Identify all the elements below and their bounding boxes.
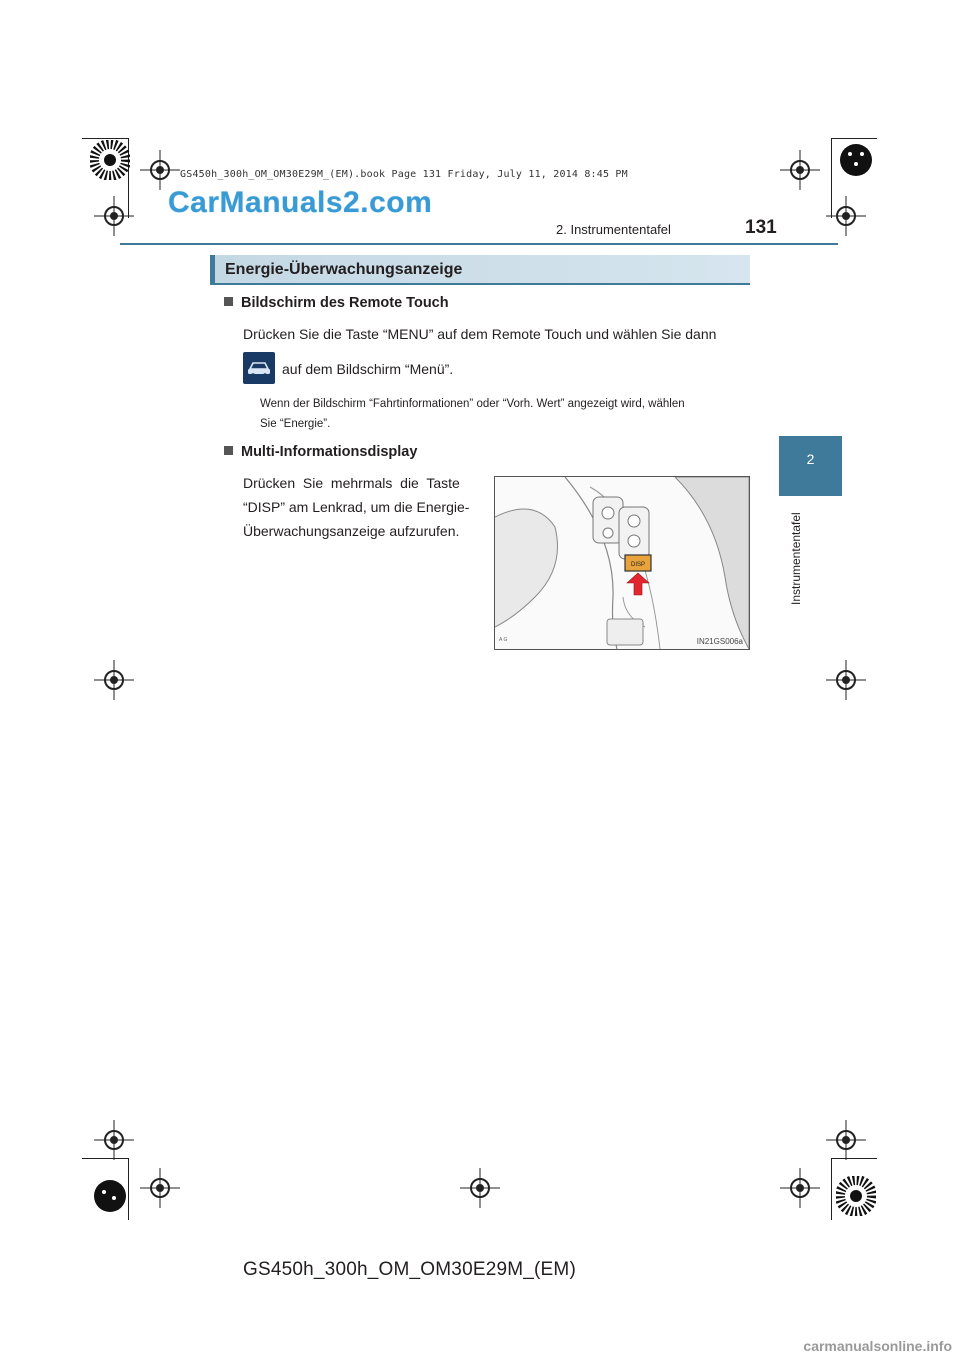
chapter-side-label: Instrumententafel: [789, 512, 803, 605]
steering-wheel-drawing: [495, 477, 749, 649]
figure-code: IN21GS006a: [696, 637, 743, 646]
footer-document-code: GS450h_300h_OM_OM30E29M_(EM): [243, 1259, 576, 1280]
registration-mark-icon: [826, 196, 866, 236]
multi-display-text-line3: Überwachungsanzeige aufzurufen.: [243, 523, 460, 539]
multi-display-text-line1: Drücken Sie mehrmals die Taste: [243, 475, 460, 491]
remote-touch-note-line1: Wenn der Bildschirm “Fahrtinformationen” oder “Vorh. Wert” angezeigt wird, wählen: [260, 398, 685, 410]
red-arrow-icon: [627, 573, 649, 595]
star-target-icon: [836, 140, 876, 180]
remote-touch-note-line2: Sie “Energie”.: [260, 418, 331, 430]
figure-small-label: A G: [499, 637, 508, 643]
chapter-tab-number: 2: [806, 451, 815, 467]
remote-touch-instruction-line2: auf dem Bildschirm “Menü”.: [282, 361, 454, 377]
remote-touch-instruction-line1: Drücken Sie die Taste “MENU” auf dem Remote Touch und wählen Sie dann: [243, 326, 717, 342]
registration-mark-icon: [780, 1168, 820, 1208]
crop-mark: [831, 1158, 832, 1220]
crop-mark: [82, 138, 128, 139]
crop-mark: [831, 138, 877, 139]
page-number: 131: [745, 217, 777, 238]
chapter-side-label-wrap: [787, 512, 805, 715]
registration-mark-icon: [140, 1168, 180, 1208]
chapter-title: 2. Instrumententafel: [556, 222, 671, 237]
registration-mark-icon: [826, 660, 866, 700]
watermark-logo: CarManuals2.com: [168, 186, 433, 219]
chapter-side-tab: [779, 436, 842, 496]
book-info-slug: GS450h_300h_OM_OM30E29M_(EM).book Page 131 Friday, July 11, 2014 8:45 PM: [180, 169, 628, 180]
bullet-square-icon: [224, 297, 233, 306]
subheading-remote-touch: [224, 295, 449, 311]
registration-mark-icon: [140, 150, 180, 190]
section-heading-bar: [210, 255, 750, 285]
registration-mark-icon: [94, 1120, 134, 1160]
watermark-bottom: carmanualsonline.info: [803, 1338, 952, 1354]
disp-button-label: DISP: [630, 562, 646, 568]
car-menu-icon: [243, 352, 275, 384]
section-title: Energie-Überwachungsanzeige: [225, 261, 463, 278]
subheading-remote-touch-text: Bildschirm des Remote Touch: [241, 295, 449, 311]
registration-mark-icon: [826, 1120, 866, 1160]
registration-mark-icon: [94, 660, 134, 700]
subheading-multi-display-text: Multi-Informationsdisplay: [241, 444, 418, 460]
multi-display-text-line2: “DISP” am Lenkrad, um die Energie-: [243, 499, 470, 515]
star-target-icon: [90, 140, 130, 180]
star-target-icon: [90, 1176, 130, 1216]
bullet-square-icon: [224, 446, 233, 455]
registration-mark-icon: [460, 1168, 500, 1208]
steering-wheel-illustration: [494, 476, 750, 650]
star-target-icon: [836, 1176, 876, 1216]
registration-mark-icon: [780, 150, 820, 190]
header-rule: [120, 243, 838, 245]
subheading-multi-display: [224, 444, 417, 460]
registration-mark-icon: [94, 196, 134, 236]
